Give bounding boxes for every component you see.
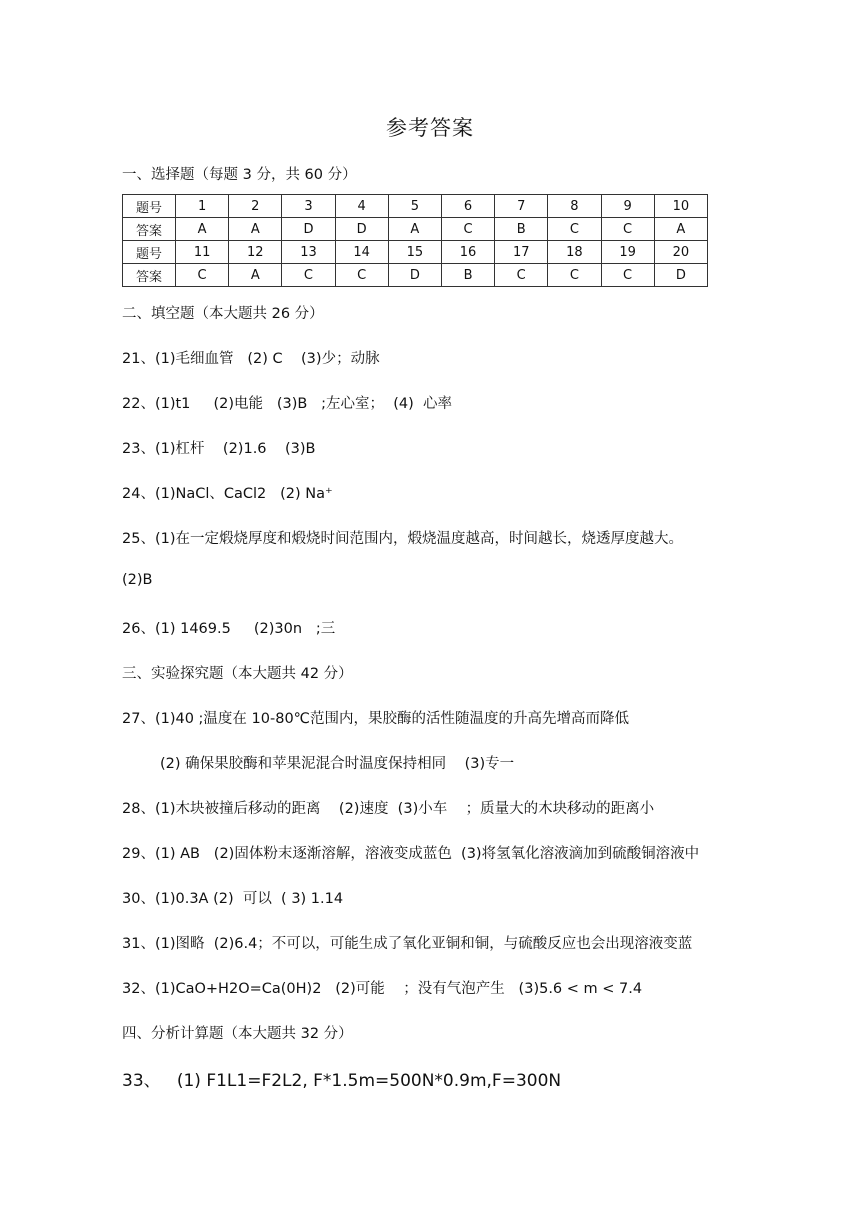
table-cell: 2 [229, 195, 282, 218]
table-cell: D [654, 264, 707, 287]
table-cell: D [335, 218, 388, 241]
table-cell: B [441, 264, 494, 287]
table-cell: C [495, 264, 548, 287]
row-label: 答案 [123, 264, 176, 287]
table-cell: C [601, 264, 654, 287]
table-row [123, 264, 708, 287]
table-cell: A [229, 264, 282, 287]
table-cell: C [282, 264, 335, 287]
table-cell: 19 [601, 241, 654, 264]
table-cell: C [601, 218, 654, 241]
answer-line: 28、(1)木块被撞后移动的距离 (2)速度 (3)小车 ；质量大的木块移动的距离小 [122, 801, 655, 817]
section-heading-fill: 二、填空题（本大题共 26 分） [122, 306, 324, 322]
table-row [123, 195, 708, 218]
table-cell: 8 [548, 195, 601, 218]
table-cell: A [388, 218, 441, 241]
section-heading-experiment: 三、实验探究题（本大题共 42 分） [122, 666, 353, 682]
table-cell: 1 [176, 195, 229, 218]
answer-line: 27、(1)40 ;温度在 10-80℃范围内，果胶酶的活性随温度的升高先增高而降低 [122, 711, 629, 727]
row-label: 题号 [123, 195, 176, 218]
table-cell: 15 [388, 241, 441, 264]
table-cell: 17 [495, 241, 548, 264]
table-cell: 7 [495, 195, 548, 218]
answer-line: 32、(1)CaO+H2O=Ca(0H)2 (2)可能 ；没有气泡产生 (3)5.6 < m < 7.4 [122, 981, 643, 997]
table-cell: 4 [335, 195, 388, 218]
table-cell: A [654, 218, 707, 241]
row-label: 题号 [123, 241, 176, 264]
table-cell: 10 [654, 195, 707, 218]
table-cell: C [176, 264, 229, 287]
answer-line: 24、(1)NaCl、CaCl2 (2) Na⁺ [122, 486, 333, 502]
answer-line: 33、 (1) F1L1=F2L2, F*1.5m=500N*0.9m,F=300N [122, 1071, 562, 1091]
answer-line: 21、(1)毛细血管 (2) C (3)少；动脉 [122, 351, 380, 367]
table-cell: 16 [441, 241, 494, 264]
table-cell: D [282, 218, 335, 241]
table-cell: 9 [601, 195, 654, 218]
answer-line: 23、(1)杠杆 (2)1.6 (3)B [122, 441, 316, 457]
answer-line: 30、(1)0.3A (2) 可以 ( 3) 1.14 [122, 891, 344, 907]
table-cell: 20 [654, 241, 707, 264]
answer-line: (2) 确保果胶酶和苹果泥混合时温度保持相同 (3)专一 [160, 756, 515, 772]
table-cell: A [229, 218, 282, 241]
table-row [123, 218, 708, 241]
answer-line: 22、(1)t1 (2)电能 (3)B ;左心室； (4) 心率 [122, 396, 452, 412]
section-heading-choice: 一、选择题（每题 3 分，共 60 分） [122, 167, 357, 183]
answer-table [122, 194, 708, 287]
table-cell: 3 [282, 195, 335, 218]
table-cell: A [176, 218, 229, 241]
answer-line: (2)B [122, 572, 153, 588]
table-cell: B [495, 218, 548, 241]
answer-line: 29、(1) AB (2)固体粉末逐渐溶解，溶液变成蓝色 (3)将氢氧化溶液滴加到硫酸铜溶液中 [122, 846, 700, 862]
answer-line: 31、(1)图略 (2)6.4；不可以，可能生成了氧化亚铜和铜，与硫酸反应也会出现溶液变蓝 [122, 936, 693, 952]
table-cell: C [441, 218, 494, 241]
answer-line: 26、(1) 1469.5 (2)30n ;三 [122, 621, 336, 637]
table-cell: C [548, 218, 601, 241]
table-cell: C [335, 264, 388, 287]
table-cell: 6 [441, 195, 494, 218]
page-title: 参考答案 [386, 116, 474, 140]
table-cell: C [548, 264, 601, 287]
table-cell: 14 [335, 241, 388, 264]
table-cell: D [388, 264, 441, 287]
table-cell: 12 [229, 241, 282, 264]
table-row [123, 241, 708, 264]
answer-line: 25、(1)在一定煅烧厚度和煅烧时间范围内，煅烧温度越高，时间越长，烧透厚度越大。 [122, 531, 683, 547]
table-cell: 11 [176, 241, 229, 264]
table-cell: 13 [282, 241, 335, 264]
row-label: 答案 [123, 218, 176, 241]
table-cell: 18 [548, 241, 601, 264]
section-heading-calculation: 四、分析计算题（本大题共 32 分） [122, 1026, 353, 1042]
table-cell: 5 [388, 195, 441, 218]
